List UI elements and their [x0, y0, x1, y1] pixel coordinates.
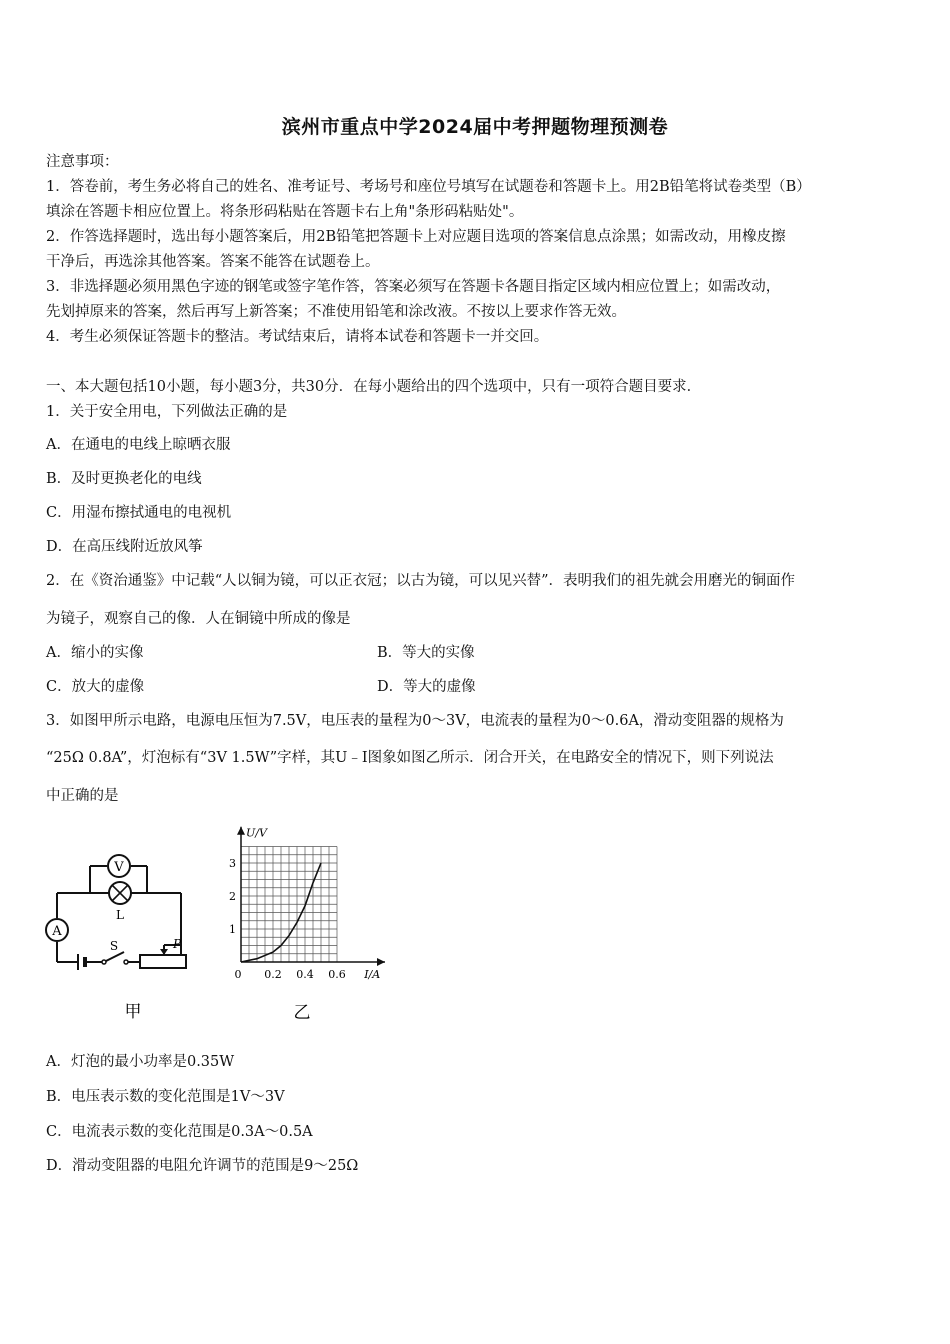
x-tick-label: 0.4 [296, 968, 314, 981]
notice-line: 干净后，再选涂其他答案。答案不能答在试题卷上。 [46, 254, 380, 270]
notice-line: 填涂在答题卡相应位置上。将条形码粘贴在答题卡右上角"条形码粘贴处"。 [46, 204, 524, 220]
rheostat [140, 937, 186, 968]
y-axis-label: U/V [246, 826, 267, 840]
chart-grid [241, 847, 337, 963]
q1-option-b: B．及时更换老化的电线 [46, 471, 202, 487]
y-tick-label: 2 [229, 890, 236, 903]
q2-stem-line1: 2．在《资治通鉴》中记载“人以铜为镜，可以正衣冠；以古为镜，可以见兴替”．表明我们的祖先就会用磨光的铜面作 [46, 573, 796, 589]
x-tick-label: 0 [234, 968, 242, 981]
q2-option-d: D．等大的虚像 [377, 679, 476, 695]
x-tick-label: 0.6 [328, 968, 346, 981]
q1-stem: 1．关于安全用电，下列做法正确的是 [46, 404, 288, 420]
notice-line: 1．答卷前，考生务必将自己的姓名、准考证号、考场号和座位号填写在试题卷和答题卡上。用2B铅笔将试卷类型（B） [46, 179, 811, 195]
lamp [109, 882, 131, 922]
notice-line: 2．作答选择题时，选出每小题答案后，用2B铅笔把答题卡上对应题目选项的答案信息点涂黑；如需改动，用橡皮擦 [46, 229, 786, 245]
q3-option-d: D．滑动变阻器的电阻允许调节的范围是9～25Ω [46, 1158, 359, 1174]
q2-option-c: C．放大的虚像 [46, 679, 145, 695]
x-tick-label: 0.2 [264, 968, 282, 981]
notice-line: 4．考生必须保证答题卡的整洁。考试结束后，请将本试卷和答题卡一并交回。 [46, 329, 549, 345]
q1-option-a: A．在通电的电线上晾晒衣服 [46, 437, 231, 453]
chart-labels [229, 827, 380, 981]
slider-label: P [173, 937, 182, 951]
switch [102, 939, 128, 964]
y-tick-label: 3 [229, 857, 236, 870]
q3-stem-line1: 3．如图甲所示电路，电源电压恒为7.5V，电压表的量程为0～3V，电流表的量程为0～0.6A，滑动变阻器的规格为 [46, 713, 784, 729]
y-tick-label: 1 [229, 923, 236, 936]
y-axis-arrow [237, 827, 245, 835]
voltmeter [108, 855, 130, 877]
q1-option-d: D．在高压线附近放风筝 [46, 539, 203, 555]
figure-caption-yi: 乙 [293, 1003, 311, 1023]
battery [78, 954, 85, 970]
x-axis-arrow [377, 958, 385, 966]
q2-stem-line2: 为镜子，观察自己的像．人在铜镜中所成的像是 [46, 611, 351, 627]
q3-option-c: C．电流表示数的变化范围是0.3A～0.5A [46, 1124, 313, 1140]
q2-option-b: B．等大的实像 [377, 645, 475, 661]
q3-option-b: B．电压表示数的变化范围是1V～3V [46, 1089, 285, 1105]
section-heading: 一、本大题包括10小题，每小题3分，共30分．在每小题给出的四个选项中，只有一项符合题目要求． [46, 379, 702, 395]
notice-line: 先划掉原来的答案，然后再写上新答案；不准使用铅笔和涂改液。不按以上要求作答无效。 [46, 304, 626, 320]
voltmeter-label: V [114, 860, 124, 875]
ui-graph [220, 812, 400, 1027]
q1-option-c: C．用湿布擦拭通电的电视机 [46, 505, 232, 521]
lamp-label: L [116, 908, 124, 922]
notice-line: 3．非选择题必须用黑色字迹的钢笔或签字笔作答，答案必须写在答题卡各题目指定区域内相应位置上；如需改动， [46, 279, 781, 295]
q3-option-a: A．灯泡的最小功率是0.35W [46, 1054, 235, 1070]
ammeter-label: A [52, 924, 62, 939]
x-axis-label: I/A [364, 968, 381, 981]
q3-stem-line3: 中正确的是 [46, 788, 119, 804]
q2-option-a: A．缩小的实像 [46, 645, 144, 661]
switch-label: S [109, 939, 119, 953]
ammeter [46, 919, 68, 941]
notice-heading: 注意事项： [46, 154, 119, 170]
circuit-diagram [40, 845, 200, 1025]
figure-caption-jia: 甲 [124, 1002, 142, 1022]
page-title: 滨州市重点中学2024届中考押题物理预测卷 [281, 116, 669, 138]
q3-stem-line2: “25Ω 0.8A”，灯泡标有“3V 1.5W”字样，其U﹣I图象如图乙所示．闭合开关，在电路安全的情况下，则下列说法 [46, 750, 774, 766]
